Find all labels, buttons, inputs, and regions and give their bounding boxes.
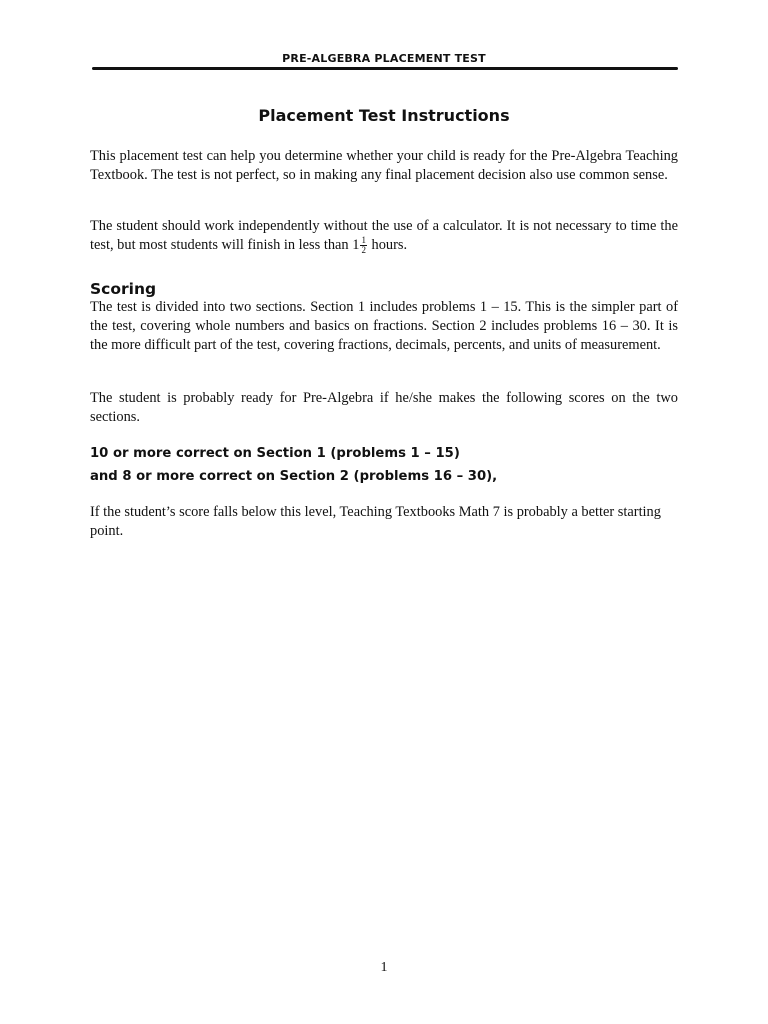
criteria-section-1: 10 or more correct on Section 1 (problems 1 – 15) xyxy=(90,446,460,461)
page-number: 1 xyxy=(380,960,388,975)
scoring-paragraph-3: If the student’s score falls below this level, Teaching Textbooks Math 7 is probably a better starting point. xyxy=(90,504,661,539)
scoring-paragraph-1: The test is divided into two sections. Section 1 includes problems 1 – 15. This is the simpler part of the test, covering whole numbers and basics on fractions. Section 2 includes problems 16 – 30. It is the more difficult part of the test, covering fractions, decimals, percents, and units of measurement. xyxy=(90,299,678,353)
fraction-denominator: 2 xyxy=(361,245,366,255)
page-title: Placement Test Instructions xyxy=(258,106,510,125)
scoring-paragraph-2: The student is probably ready for Pre-Algebra if he/she makes the following scores on the two sections. xyxy=(90,390,678,425)
one-half-fraction xyxy=(360,236,367,255)
criteria-section-2: and 8 or more correct on Section 2 (problems 16 – 30), xyxy=(90,469,498,484)
running-header: PRE-ALGEBRA PLACEMENT TEST xyxy=(282,52,486,65)
score-criteria xyxy=(90,442,497,488)
header-divider xyxy=(92,67,678,70)
intro-paragraph-2-text: The student should work independently without the use of a calculator. It is not necessary to time the test, but most students will finish in less than 1 xyxy=(90,218,678,253)
scoring-heading: Scoring xyxy=(90,280,157,298)
fraction-numerator: 1 xyxy=(361,235,366,245)
intro-paragraph-2-end: hours. xyxy=(367,237,408,253)
intro-paragraph-1: This placement test can help you determine whether your child is ready for the Pre-Algebra Teaching Textbook. The test is not perfect, so in making any final placement decision also use common sense. xyxy=(90,148,678,183)
intro-paragraph-2 xyxy=(90,217,678,255)
